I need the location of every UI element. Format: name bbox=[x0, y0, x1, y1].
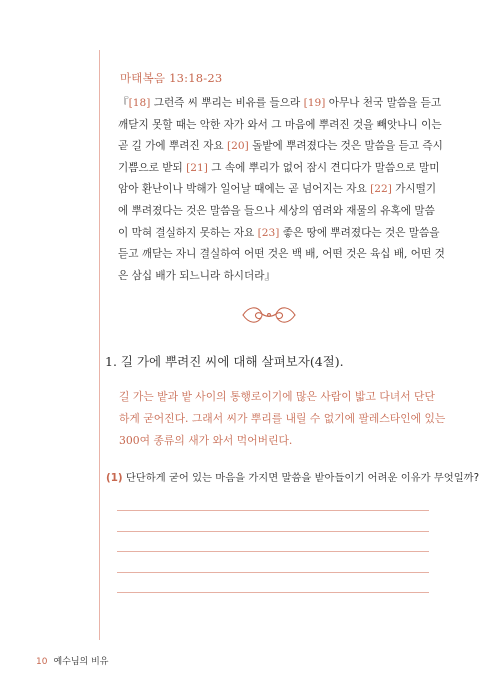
verse-text: 가시떨기 bbox=[391, 183, 437, 196]
verse-text: 『 bbox=[118, 97, 129, 109]
verse-number: [22] bbox=[370, 183, 392, 196]
flourish-ornament-icon bbox=[241, 302, 297, 328]
sub-question-text: 단단하게 굳어 있는 마음을 가지면 말씀을 받아들이기 어려운 이유가 무엇일까? bbox=[122, 472, 480, 484]
writing-line[interactable] bbox=[117, 510, 429, 511]
book-title: 예수님의 비유 bbox=[53, 657, 109, 667]
answer-text bbox=[119, 386, 446, 452]
answer-line: 길 가는 밭과 밭 사이의 통행로이기에 많은 사람이 밟고 다녀서 단단 bbox=[119, 390, 435, 403]
sub-question bbox=[106, 469, 479, 484]
scripture-line bbox=[118, 266, 430, 288]
verse-text: 은 삼십 배가 되느니라 하시더라』 bbox=[118, 269, 276, 282]
writing-line[interactable] bbox=[117, 531, 429, 532]
verse-text: 이 막혀 결실하지 못하는 자요 bbox=[118, 226, 258, 239]
scripture-line bbox=[118, 201, 435, 223]
scripture-line bbox=[118, 244, 445, 266]
page-footer bbox=[36, 654, 108, 667]
verse-number: [21] bbox=[186, 161, 208, 174]
answer-writing-area[interactable] bbox=[117, 510, 429, 613]
scripture-line bbox=[118, 179, 437, 201]
scripture-line bbox=[118, 115, 442, 137]
verse-text: 돌밭에 뿌려졌다는 것은 말씀을 듣고 즉시 bbox=[248, 140, 443, 153]
verse-text: 암아 환난이나 박해가 일어날 때에는 곧 넘어지는 자요 bbox=[118, 183, 371, 196]
margin-rule bbox=[99, 50, 100, 640]
question-heading: 1. 길 가에 뿌려진 씨에 대해 살펴보자(4절). bbox=[105, 354, 344, 369]
verse-text: 그런즉 씨 뿌리는 비유를 들으라 bbox=[150, 97, 304, 109]
verse-text: 좋은 땅에 뿌려졌다는 것은 말씀을 bbox=[279, 226, 440, 239]
scripture-reference: 마태복음 13:18-23 bbox=[120, 71, 223, 85]
answer-line: 300여 종류의 새가 와서 먹어버린다. bbox=[119, 434, 293, 447]
verse-number: [23] bbox=[257, 226, 280, 239]
scripture-line bbox=[118, 223, 440, 245]
verse-text: 에 뿌려졌다는 것은 말씀을 들으나 세상의 염려와 재물의 유혹에 말씀 bbox=[118, 204, 435, 217]
scripture-passage bbox=[118, 93, 445, 287]
scripture-line bbox=[118, 158, 440, 180]
answer-line: 하게 굳어진다. 그래서 씨가 뿌리를 내릴 수 없기에 팔레스타인에 있는 bbox=[119, 412, 446, 425]
page-number: 10 bbox=[36, 657, 48, 667]
writing-line[interactable] bbox=[117, 592, 429, 593]
verse-text: 곧 길 가에 뿌려진 자요 bbox=[118, 140, 227, 153]
writing-line[interactable] bbox=[117, 551, 429, 552]
scripture-line bbox=[118, 93, 442, 115]
verse-text: 깨닫지 못할 때는 악한 자가 와서 그 마음에 뿌려진 것을 빼앗나니 이는 bbox=[118, 118, 442, 131]
verse-number: [19] bbox=[303, 97, 326, 109]
sub-question-number: (1) bbox=[106, 472, 123, 484]
scripture-line bbox=[118, 136, 443, 158]
verse-text: 듣고 깨닫는 자니 결실하여 어떤 것은 백 배, 어떤 것은 육십 배, 어떤 것 bbox=[118, 248, 445, 261]
verse-number: [18] bbox=[128, 97, 151, 109]
verse-text: 기쁨으로 받되 bbox=[118, 161, 187, 174]
writing-line[interactable] bbox=[117, 572, 429, 573]
verse-text: 그 속에 뿌리가 없어 잠시 견디다가 말씀으로 말미 bbox=[207, 161, 440, 174]
verse-text: 아무나 천국 말씀을 듣고 bbox=[325, 97, 442, 109]
verse-number: [20] bbox=[226, 140, 249, 153]
